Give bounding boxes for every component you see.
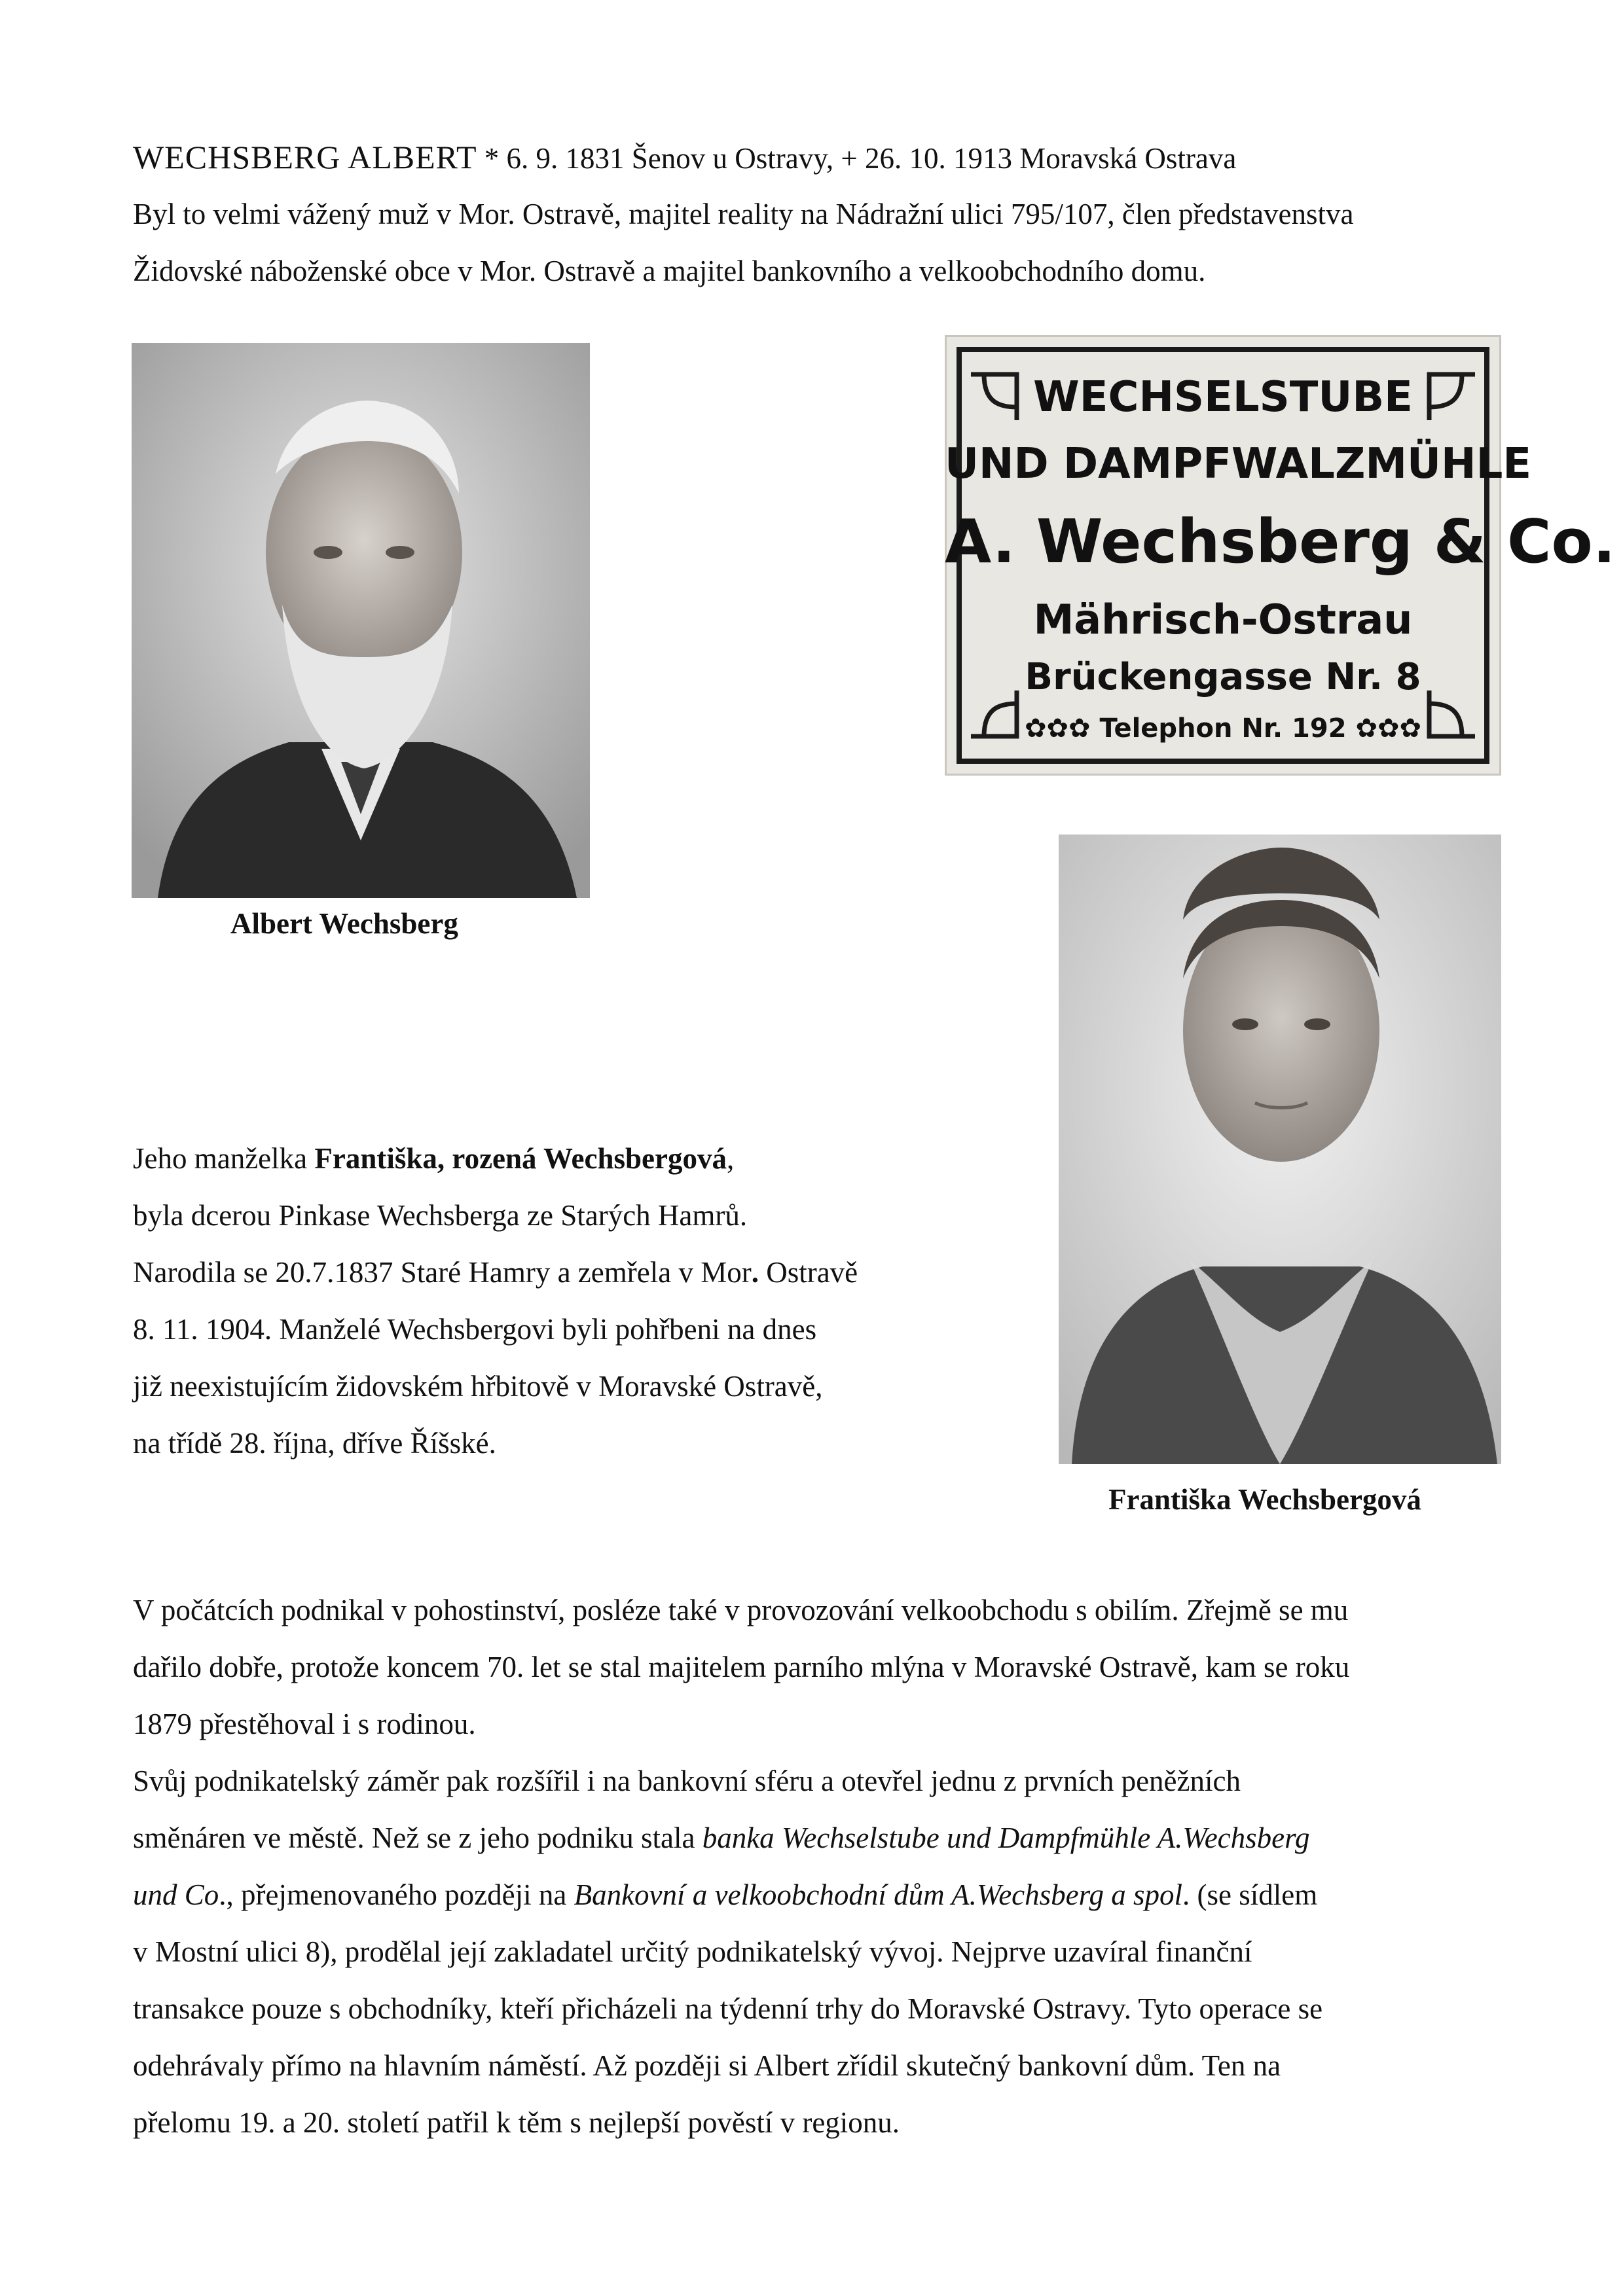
header-line-3: Židovské náboženské obce v Mor. Ostravě a majitel bankovního a velkoobchodního domu.	[133, 255, 1206, 287]
person-name: WECHSBERG ALBERT	[133, 139, 477, 175]
ornament-icon: ✿✿✿	[1024, 713, 1100, 744]
wife-line-6: na třídě 28. října, dříve Říšské.	[133, 1427, 496, 1460]
business-sign	[945, 335, 1616, 776]
body-line-9: odehrávaly přímo na hlavním náměstí. Až později si Albert zřídil skutečný bankovní dům. Ten na	[133, 2049, 1281, 2082]
body-line-8: transakce pouze s obchodníky, kteří přicházeli na týdenní trhy do Moravské Ostravy. Tyto operace se	[133, 1992, 1323, 2025]
body-line-3: 1879 přestěhoval i s rodinou.	[133, 1708, 476, 1740]
wife-name: Františka, rozená Wechsbergová	[314, 1142, 727, 1175]
header-line-1	[133, 129, 1508, 187]
wife-line-4: 8. 11. 1904. Manželé Wechsbergovi byli pohřbeni na dnes	[133, 1313, 817, 1346]
albert-caption: Albert Wechsberg	[230, 907, 458, 940]
frantiska-photo	[1059, 834, 1501, 1464]
ornament-icon: ✿✿✿	[1346, 713, 1422, 744]
wife-line-5: již neexistujícím židovském hřbitově v Moravské Ostravě,	[133, 1370, 823, 1403]
wife-line-1: Jeho manželka Františka, rozená Wechsbergová,	[133, 1142, 735, 1175]
body-line-7: v Mostní ulici 8), prodělal její zakladatel určitý podnikatelský vývoj. Nejprve uzavíral finanční	[133, 1935, 1252, 1968]
sign-line-6: ✿✿✿ Telephon Nr. 192 ✿✿✿	[1024, 713, 1422, 744]
body-line-5: směnáren ve městě. Než se z jeho podniku stala banka Wechselstube und Dampfmühle A.Wechsberg	[133, 1821, 1310, 1854]
wife-line-3: Narodila se 20.7.1837 Staré Hamry a zemřela v Mor. Ostravě	[133, 1256, 858, 1289]
header-line-2: Byl to velmi vážený muž v Mor. Ostravě, majitel reality na Nádražní ulici 795/107, člen představenstva	[133, 198, 1354, 230]
body-line-10: přelomu 19. a 20. století patřil k těm s nejlepší pověstí v regionu.	[133, 2106, 900, 2139]
sign-line-4: Mährisch-Ostrau	[1033, 596, 1413, 643]
albert-photo	[132, 343, 590, 898]
body-line-6: und Co., přejmenovaného později na Bankovní a velkoobchodní dům A.Wechsberg a spol. (se sídlem	[133, 1878, 1318, 1911]
body-line-2: dařilo dobře, protože koncem 70. let se stal majitelem parního mlýna v Moravské Ostravě, kam se roku	[133, 1651, 1350, 1683]
sign-line-1: WECHSELSTUBE	[1033, 373, 1413, 422]
sign-line-3: A. Wechsberg & Co.	[945, 507, 1616, 577]
body-line-4: Svůj podnikatelský záměr pak rozšířil i na bankovní sféru a otevřel jednu z prvních peněžních	[133, 1765, 1241, 1797]
wife-line-2: byla dcerou Pinkase Wechsberga ze Starých Hamrů.	[133, 1199, 748, 1232]
sign-line-2: UND DAMPFWALZMÜHLE	[945, 440, 1532, 488]
frantiska-caption: Františka Wechsbergová	[1108, 1483, 1421, 1516]
life-dates: * 6. 9. 1831 Šenov u Ostravy, + 26. 10. 1913 Moravská Ostrava	[477, 142, 1237, 175]
sign-line-5: Brückengasse Nr. 8	[1025, 656, 1421, 698]
body-line-1: V počátcích podnikal v pohostinství, posléze také v provozování velkoobchodu s obilím. Zřejmě se mu	[133, 1594, 1349, 1626]
